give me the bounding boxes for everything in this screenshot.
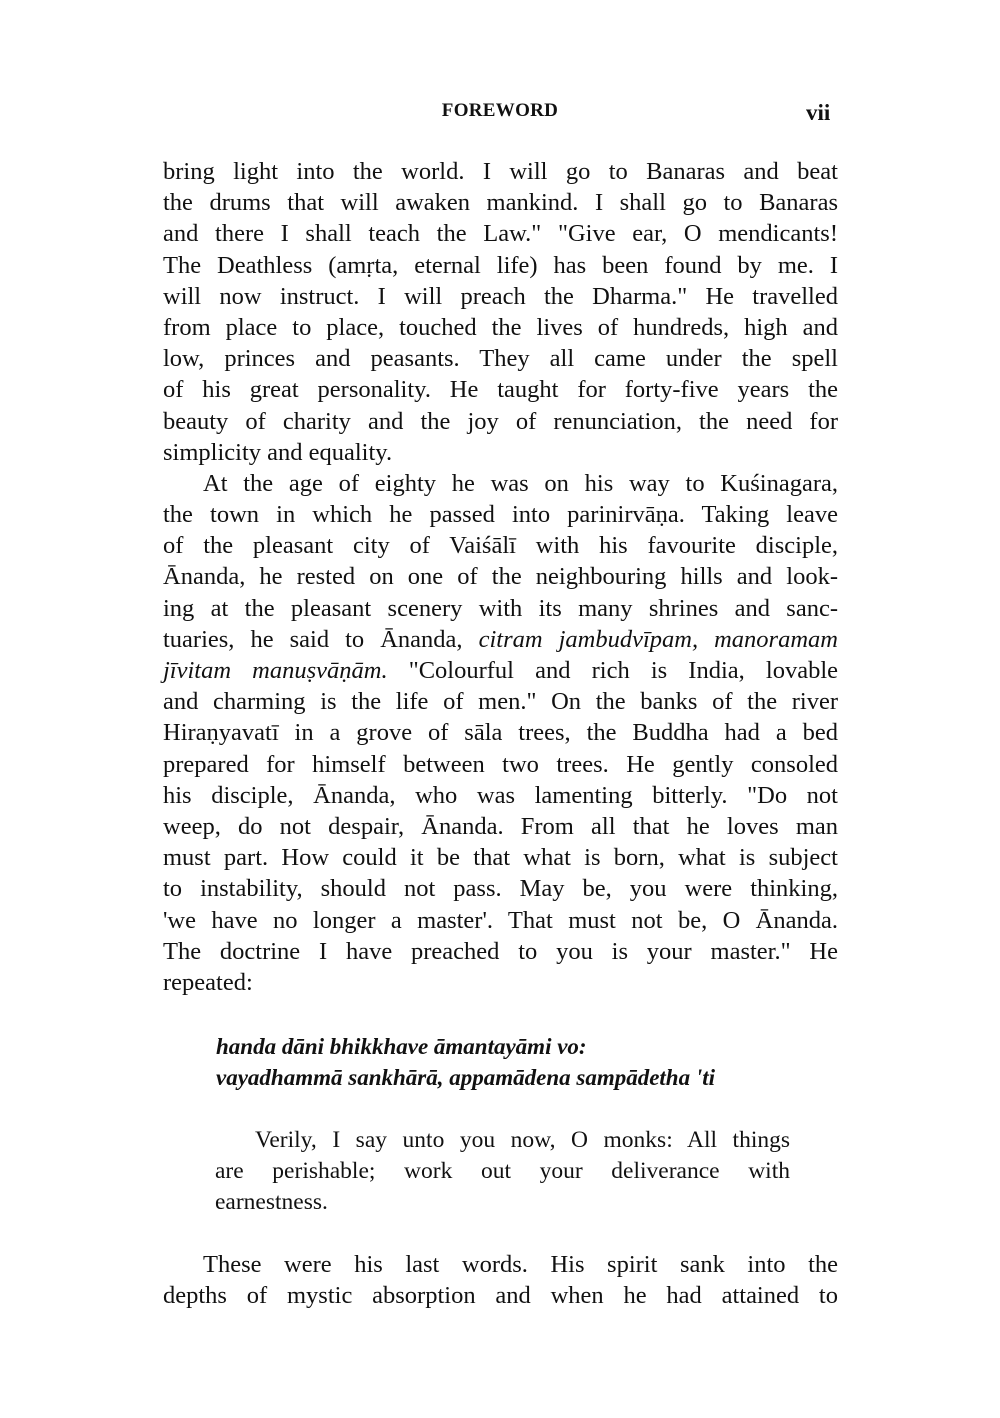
text-segment: repeated: xyxy=(163,968,253,996)
text-line xyxy=(163,437,838,468)
pali-verse xyxy=(216,1031,816,1093)
text-segment: "Colourful and rich is India, lovable xyxy=(387,657,838,684)
text-segment: tuaries, he said to Ānanda, xyxy=(163,625,479,653)
text-segment: to instability, should not pass. May be, you were thinking, xyxy=(163,875,838,903)
text-segment: These were his last words. His spirit sank into the xyxy=(203,1251,838,1278)
text-line xyxy=(163,1280,838,1311)
text-line xyxy=(163,468,838,499)
page-number: vii xyxy=(806,100,831,125)
text-line xyxy=(163,250,838,281)
text-line xyxy=(163,312,838,343)
text-line xyxy=(163,686,838,717)
text-segment: the drums that will awaken mankind. I shall go to Banaras xyxy=(163,189,838,217)
text-line xyxy=(163,281,838,312)
text-line xyxy=(163,780,838,811)
text-line xyxy=(215,1156,790,1187)
text-segment: Verily, I say unto you now, O monks: All things xyxy=(255,1127,790,1153)
text-segment: Hiraṇyavatī in a grove of sāla trees, the Buddha had a bed xyxy=(163,719,838,747)
text-line xyxy=(163,1249,838,1280)
text-line xyxy=(215,1125,790,1156)
text-segment: and there I shall teach the Law." "Give ear, O mendicants! xyxy=(163,220,838,248)
text-line xyxy=(163,967,838,998)
text-segment: ing at the pleasant scenery with its many shrines and sanc- xyxy=(163,594,838,622)
text-segment: must part. How could it be that what is born, what is subject xyxy=(163,844,838,872)
text-segment: The doctrine I have preached to you is your master." He xyxy=(163,937,838,965)
text-line xyxy=(163,156,838,187)
italic-text: citram jambudvīpam, manoramam xyxy=(478,625,838,653)
text-line xyxy=(163,749,838,780)
text-line xyxy=(163,717,838,748)
body-text xyxy=(163,156,838,998)
text-segment: the town in which he passed into parinirvāṇa. Taking leave xyxy=(163,501,838,529)
text-line xyxy=(163,343,838,374)
text-line xyxy=(215,1187,790,1218)
text-segment: bring light into the world. I will go to Banaras and beat xyxy=(163,158,838,185)
text-line xyxy=(163,811,838,842)
text-segment: from place to place, touched the lives of hundreds, high and xyxy=(163,313,838,341)
text-line xyxy=(163,561,838,592)
text-line xyxy=(163,905,838,936)
text-segment: prepared for himself between two trees. He gently consoled xyxy=(163,750,838,778)
text-segment: of the pleasant city of Vaiśālī with his favourite disciple, xyxy=(163,532,838,560)
text-line xyxy=(163,842,838,873)
text-segment: The Deathless (amṛta, eternal life) has been found by me. I xyxy=(163,251,838,279)
text-segment: of his great personality. He taught for forty-five years the xyxy=(163,376,838,404)
text-line xyxy=(163,873,838,904)
text-segment: At the age of eighty he was on his way to Kuśinagara, xyxy=(203,469,838,497)
text-segment: 'we have no longer a master'. That must not be, O Ānanda. xyxy=(163,906,838,934)
text-segment: his disciple, Ānanda, who was lamenting bitterly. "Do not xyxy=(163,781,838,809)
text-line xyxy=(163,499,838,530)
text-segment: depths of mystic absorption and when he had attained to xyxy=(163,1282,838,1310)
running-header-title: FOREWORD xyxy=(441,100,559,121)
verse-translation xyxy=(215,1125,790,1219)
text-segment: low, princes and peasants. They all came under the spell xyxy=(163,345,838,373)
text-line xyxy=(163,187,838,218)
text-segment: Ānanda, he rested on one of the neighbouring hills and look- xyxy=(163,563,838,591)
text-segment: and charming is the life of men." On the banks of the river xyxy=(163,688,838,716)
closing-paragraph xyxy=(163,1249,838,1311)
text-line xyxy=(163,406,838,437)
text-line xyxy=(163,218,838,249)
italic-text: jīvitam manuṣvāṇām. xyxy=(163,657,388,684)
text-segment: earnestness. xyxy=(215,1189,328,1216)
text-segment: are perishable; work out your deliverance with xyxy=(215,1158,790,1185)
text-line xyxy=(163,936,838,967)
verse-line: vayadhammā sankhārā, appamādena sampādetha 'ti xyxy=(216,1065,716,1091)
text-segment: simplicity and equality. xyxy=(163,438,393,466)
text-segment: will now instruct. I will preach the Dharma." He travelled xyxy=(163,282,838,310)
text-line xyxy=(163,530,838,561)
verse-line: handa dāni bhikkhave āmantayāmi vo: xyxy=(216,1034,587,1059)
text-line xyxy=(163,593,838,624)
text-line xyxy=(163,655,838,686)
text-segment: weep, do not despair, Ānanda. From all that he loves man xyxy=(163,812,838,840)
text-line xyxy=(163,374,838,405)
text-segment: beauty of charity and the joy of renunciation, the need for xyxy=(163,407,838,435)
text-line xyxy=(163,624,838,655)
